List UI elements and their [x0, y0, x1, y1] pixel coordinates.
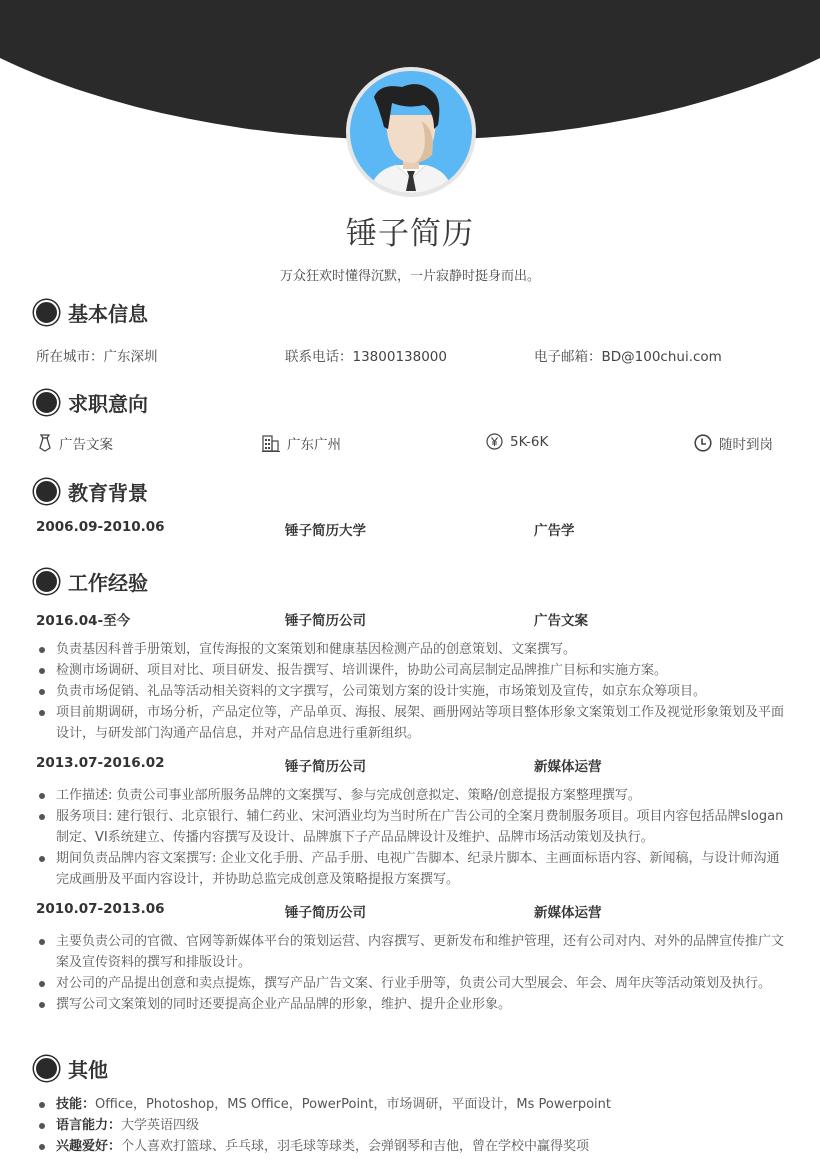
- section-title-work: [33, 567, 148, 596]
- section-bullet-icon: [34, 390, 59, 415]
- avatar: [346, 67, 476, 197]
- list-item: 项目前期调研，市场分析，产品定位等，产品单页、海报、展架、画册网站等项目整体形象文案策划工作及视觉形象策划及平面设计，与研发部门沟通产品信息，并对产品信息进行重新组织。: [36, 702, 788, 744]
- edu-period: 2006.09-2010.06: [36, 519, 165, 535]
- intent-city: 广东广州: [262, 433, 341, 453]
- city: 所在城市：广东深圳: [36, 349, 158, 365]
- email: 电子邮箱：BD@100chui.com: [534, 349, 722, 365]
- list-item: 负责基因科普手册策划，宣传海报的文案策划和健康基因检测产品的创意策划、文案撰写。: [36, 639, 788, 660]
- list-item: 撰写公司文案策划的同时还要提高企业产品品牌的形象，维护、提升企业形象。: [36, 994, 788, 1015]
- section-bullet-icon: [34, 479, 59, 504]
- job-period: 2010.07-2013.06: [36, 901, 165, 917]
- building-icon: [262, 435, 280, 452]
- intent-availability: 随时到岗: [694, 433, 773, 453]
- tie-icon: [38, 434, 52, 452]
- resume-motto: 万众狂欢时懂得沉默，一片寂静时挺身而出。: [279, 269, 540, 284]
- basic-info-row: [36, 345, 796, 365]
- job-header: [36, 755, 796, 775]
- list-item: 工作描述: 负责公司事业部所服务品牌的文案撰写、参与完成创意拟定、策略/创意提报方案整理撰写。: [36, 785, 788, 806]
- section-title-education: [33, 477, 148, 506]
- intent-position: 广告文案: [38, 433, 113, 453]
- job-position: 新媒体运营: [534, 905, 602, 921]
- section-title-text: 求职意向: [68, 392, 148, 416]
- job-header: [36, 901, 796, 921]
- edu-major: 广告学: [534, 523, 575, 539]
- job-position: 新媒体运营: [534, 759, 602, 775]
- job-company: 锤子简历公司: [285, 759, 366, 775]
- list-item: 服务项目: 建行银行、北京银行、辅仁药业、宋河酒业均为当时所在广告公司的全案月费制服务项目。项目内容包括品牌slogan制定、VI系统建立、传播内容撰写及设计、品牌旗下子产品品牌设计及维护、品牌市场活动策划及执行。: [36, 806, 788, 848]
- section-title-text: 教育背景: [68, 481, 148, 505]
- list-item: 主要负责公司的官微、官网等新媒体平台的策划运营、内容撰写、更新发布和维护管理，还有公司对内、对外的品牌宣传推广文案及宣传资料的撰写和排版设计。: [36, 931, 788, 973]
- other-info-list: [36, 1094, 788, 1157]
- job-company: 锤子简历公司: [285, 613, 366, 629]
- job-duties-list: [36, 785, 788, 890]
- job-position: 广告文案: [534, 613, 588, 629]
- section-bullet-icon: [34, 569, 59, 594]
- edu-school: 锤子简历大学: [285, 523, 366, 539]
- section-title-text: 基本信息: [68, 302, 148, 326]
- yen-icon: [486, 433, 503, 450]
- education-entry: [36, 519, 796, 539]
- job-period: 2013.07-2016.02: [36, 755, 165, 771]
- intent-salary: 5K-6K: [486, 433, 548, 450]
- job-intent-row: [36, 433, 796, 455]
- section-bullet-icon: [34, 300, 59, 325]
- section-bullet-icon: [34, 1056, 59, 1081]
- list-item: 负责市场促销、礼品等活动相关资料的文字撰写，公司策划方案的设计实施，市场策划及宣传，如京东众筹项目。: [36, 681, 788, 702]
- job-duties-list: [36, 639, 788, 744]
- section-title-other: [33, 1054, 108, 1083]
- section-title-basic: [33, 298, 148, 327]
- job-header: [36, 609, 796, 629]
- section-title-intent: [33, 388, 148, 417]
- language-item: 语言能力：大学英语四级: [36, 1115, 788, 1136]
- section-title-text: 工作经验: [68, 571, 148, 595]
- resume-name: 锤子简历: [346, 216, 474, 252]
- section-title-text: 其他: [68, 1058, 108, 1082]
- list-item: 检测市场调研、项目对比、项目研发、报告撰写、培训课件，协助公司高层制定品牌推广目标和实施方案。: [36, 660, 788, 681]
- job-period: 2016.04-至今: [36, 613, 131, 629]
- skills-item: 技能：Office，Photoshop，MS Office，PowerPoint，市场调研，平面设计，Ms Powerpoint: [36, 1094, 788, 1115]
- avatar-person-icon: [350, 71, 472, 193]
- job-duties-list: [36, 931, 788, 1015]
- clock-icon: [694, 434, 712, 452]
- phone: 联系电话：13800138000: [285, 349, 447, 365]
- list-item: 期间负责品牌内容文案撰写: 企业文化手册、产品手册、电视广告脚本、纪录片脚本、主画面标语内容、新闻稿，与设计师沟通完成画册及平面内容设计，并协助总监完成创意及策略提报方案撰写。: [36, 848, 788, 890]
- list-item: 对公司的产品提出创意和卖点提炼，撰写产品广告文案、行业手册等，负责公司大型展会、年会、周年庆等活动策划及执行。: [36, 973, 788, 994]
- job-company: 锤子简历公司: [285, 905, 366, 921]
- hobbies-item: 兴趣爱好：个人喜欢打篮球、乒乓球，羽毛球等球类，会弹钢琴和吉他，曾在学校中赢得奖项: [36, 1136, 788, 1157]
